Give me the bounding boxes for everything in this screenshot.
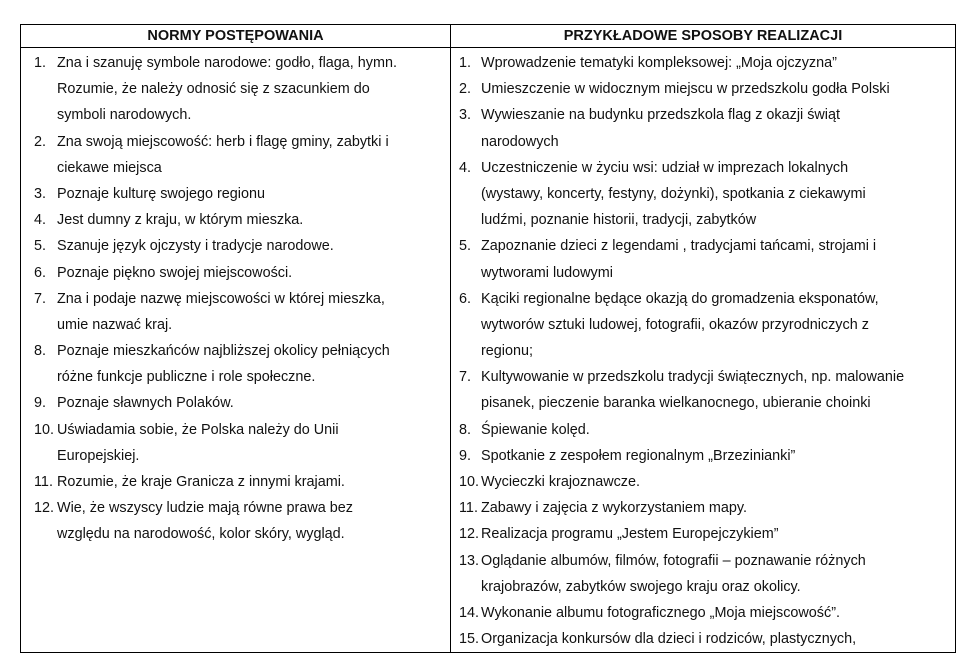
right-item-text: Kultywowanie w przedszkolu tradycji świątecznych, np. malowanie bbox=[481, 369, 905, 386]
left-list-line bbox=[21, 233, 450, 259]
right-list-line bbox=[451, 521, 955, 547]
right-item-text: Uczestniczenie w życiu wsi: udział w imprezach lokalnych bbox=[481, 159, 849, 176]
left-item-text: symboli narodowych. bbox=[57, 107, 192, 124]
left-item-number: 9. bbox=[34, 395, 47, 412]
right-item-number: 6. bbox=[459, 290, 472, 307]
left-list-line bbox=[21, 443, 450, 469]
left-item-text: różne funkcje publiczne i role społeczne. bbox=[57, 369, 316, 386]
right-item-number: 1. bbox=[459, 55, 472, 71]
right-item-text: pisanek, pieczenie baranka wielkanocnego, ubieranie choinki bbox=[481, 395, 871, 412]
right-list-line bbox=[451, 260, 955, 286]
right-list-line bbox=[451, 233, 955, 259]
right-list-line bbox=[451, 155, 955, 181]
right-item-number: 7. bbox=[459, 369, 472, 386]
left-item-text: Poznaje sławnych Polaków. bbox=[57, 395, 234, 412]
right-list-line bbox=[451, 50, 955, 76]
left-item-text: Zna i podaje nazwę miejscowości w której mieszka, bbox=[57, 290, 385, 307]
right-item-number: 2. bbox=[459, 81, 472, 98]
left-item-text: Szanuje język ojczysty i tradycje narodowe. bbox=[57, 238, 334, 255]
right-item-number: 14. bbox=[459, 604, 480, 621]
right-item-number: 10. bbox=[459, 474, 480, 490]
left-item-number: 8. bbox=[34, 343, 47, 360]
left-item-text: Wie, że wszyscy ludzie mają równe prawa bez bbox=[57, 500, 353, 517]
right-item-text: Umieszczenie w widocznym miejscu w przedszkolu godła Polski bbox=[481, 81, 890, 98]
right-item-text: Wprowadzenie tematyki kompleksowej: „Moja ojczyzna” bbox=[481, 55, 837, 71]
left-item-number: 2. bbox=[34, 133, 47, 150]
right-item-text: (wystawy, koncerty, festyny, dożynki), spotkania z ciekawymi bbox=[481, 185, 866, 202]
header-right: PRZYKŁADOWE SPOSOBY REALIZACJI bbox=[451, 25, 956, 48]
right-item-text: narodowych bbox=[481, 133, 559, 150]
left-list-line bbox=[21, 50, 450, 76]
left-list-line bbox=[21, 469, 450, 495]
right-item-number: 15. bbox=[459, 631, 480, 648]
left-list-line bbox=[21, 312, 450, 338]
right-item-text: Zapoznanie dzieci z legendami , tradycjami tańcami, strojami i bbox=[481, 238, 877, 255]
right-item-text: ludźmi, poznanie historii, tradycji, zabytków bbox=[481, 212, 757, 229]
right-list-line bbox=[451, 548, 955, 574]
left-item-number: 12. bbox=[34, 500, 55, 517]
left-list-line bbox=[21, 76, 450, 102]
left-item-number: 5. bbox=[34, 238, 47, 255]
header-left: NORMY POSTĘPOWANIA bbox=[21, 25, 451, 48]
left-list-line bbox=[21, 155, 450, 181]
right-item-text: Spotkanie z zespołem regionalnym „Brzezinianki” bbox=[481, 447, 796, 464]
left-list-line bbox=[21, 102, 450, 128]
right-item-number: 4. bbox=[459, 159, 472, 176]
left-list-line bbox=[21, 364, 450, 390]
right-item-number: 13. bbox=[459, 552, 480, 569]
right-item-text: regionu; bbox=[481, 343, 534, 360]
right-item-text: Zabawy i zajęcia z wykorzystaniem mapy. bbox=[481, 500, 748, 517]
left-item-number: 10. bbox=[34, 421, 55, 438]
right-item-text: Realizacja programu „Jestem Europejczykiem” bbox=[481, 526, 779, 543]
right-item-text: Wywieszanie na budynku przedszkola flag z okazji świąt bbox=[481, 107, 841, 124]
left-item-text: ciekawe miejsca bbox=[57, 159, 162, 176]
left-item-number: 3. bbox=[34, 185, 47, 202]
right-item-number: 9. bbox=[459, 447, 472, 464]
right-item-text: wytworami ludowymi bbox=[481, 264, 613, 281]
right-list-line bbox=[451, 443, 955, 469]
header-row bbox=[21, 25, 956, 48]
left-item-text: Zna i szanuję symbole narodowe: godło, flaga, hymn. bbox=[57, 55, 397, 71]
right-item-number: 12. bbox=[459, 526, 480, 543]
left-item-text: Poznaje kulturę swojego regionu bbox=[57, 185, 265, 202]
left-list-line bbox=[21, 495, 450, 521]
right-item-text: Śpiewanie kolęd. bbox=[481, 421, 590, 438]
left-list-line bbox=[21, 207, 450, 233]
left-item-number: 1. bbox=[34, 55, 47, 71]
content-row bbox=[21, 48, 956, 653]
right-list-line bbox=[451, 207, 955, 233]
right-list-line bbox=[451, 495, 955, 521]
right-list-line bbox=[451, 469, 955, 495]
left-list-line bbox=[21, 338, 450, 364]
right-item-text: Oglądanie albumów, filmów, fotografii – poznawanie różnych bbox=[481, 552, 866, 569]
right-item-number: 5. bbox=[459, 238, 472, 255]
right-list-line bbox=[451, 364, 955, 390]
left-item-text: Poznaje mieszkańców najbliższej okolicy pełniących bbox=[57, 343, 390, 360]
right-item-text: Wykonanie albumu fotograficznego „Moja miejscowość”. bbox=[481, 604, 840, 621]
right-item-number: 8. bbox=[459, 421, 472, 438]
left-item-text: Rozumie, że kraje Granicza z innymi krajami. bbox=[57, 474, 345, 490]
right-item-number: 11. bbox=[459, 500, 478, 517]
left-list-line bbox=[21, 129, 450, 155]
right-item-text: wytworów sztuki ludowej, fotografii, okazów przyrodniczych z bbox=[481, 316, 869, 333]
left-list-line bbox=[21, 417, 450, 443]
left-item-text: Uświadamia sobie, że Polska należy do Unii bbox=[57, 421, 339, 438]
left-item-text: umie nazwać kraj. bbox=[57, 316, 173, 333]
right-item-text: Organizacja konkursów dla dzieci i rodziców, plastycznych, bbox=[481, 631, 857, 648]
left-list-line bbox=[21, 521, 450, 547]
right-list-line bbox=[451, 286, 955, 312]
left-item-number: 6. bbox=[34, 264, 47, 281]
left-item-text: względu na narodowość, kolor skóry, wygląd. bbox=[57, 526, 345, 543]
left-item-text: Poznaje piękno swojej miejscowości. bbox=[57, 264, 293, 281]
left-list-line bbox=[21, 390, 450, 416]
right-list-line bbox=[451, 338, 955, 364]
left-item-number: 4. bbox=[34, 212, 47, 229]
right-list-line bbox=[451, 102, 955, 128]
left-item-text: Jest dumny z kraju, w którym mieszka. bbox=[57, 212, 304, 229]
right-list-line bbox=[451, 600, 955, 626]
left-item-number: 7. bbox=[34, 290, 47, 307]
left-item-number: 11. bbox=[34, 474, 53, 490]
left-list-line bbox=[21, 286, 450, 312]
right-list-line bbox=[451, 417, 955, 443]
left-item-text: Europejskiej. bbox=[57, 447, 140, 464]
right-list-line bbox=[451, 312, 955, 338]
left-list-line bbox=[21, 260, 450, 286]
right-list-line bbox=[451, 76, 955, 102]
right-list bbox=[451, 48, 955, 652]
right-list-line bbox=[451, 181, 955, 207]
left-item-text: Rozumie, że należy odnosić się z szacunkiem do bbox=[57, 81, 370, 98]
right-list-line bbox=[451, 129, 955, 155]
right-list-line bbox=[451, 390, 955, 416]
right-item-text: Kąciki regionalne będące okazją do gromadzenia eksponatów, bbox=[481, 290, 879, 307]
document-table bbox=[20, 24, 956, 653]
right-item-text: krajobrazów, zabytków swojego kraju oraz okolicy. bbox=[481, 578, 801, 595]
left-item-text: Zna swoją miejscowość: herb i flagę gminy, zabytki i bbox=[57, 133, 389, 150]
right-item-number: 3. bbox=[459, 107, 472, 124]
left-list bbox=[21, 48, 450, 548]
left-list-line bbox=[21, 181, 450, 207]
right-item-text: Wycieczki krajoznawcze. bbox=[481, 474, 641, 490]
left-column bbox=[21, 48, 451, 653]
right-column bbox=[451, 48, 956, 653]
right-list-line bbox=[451, 574, 955, 600]
right-list-line bbox=[451, 626, 955, 652]
